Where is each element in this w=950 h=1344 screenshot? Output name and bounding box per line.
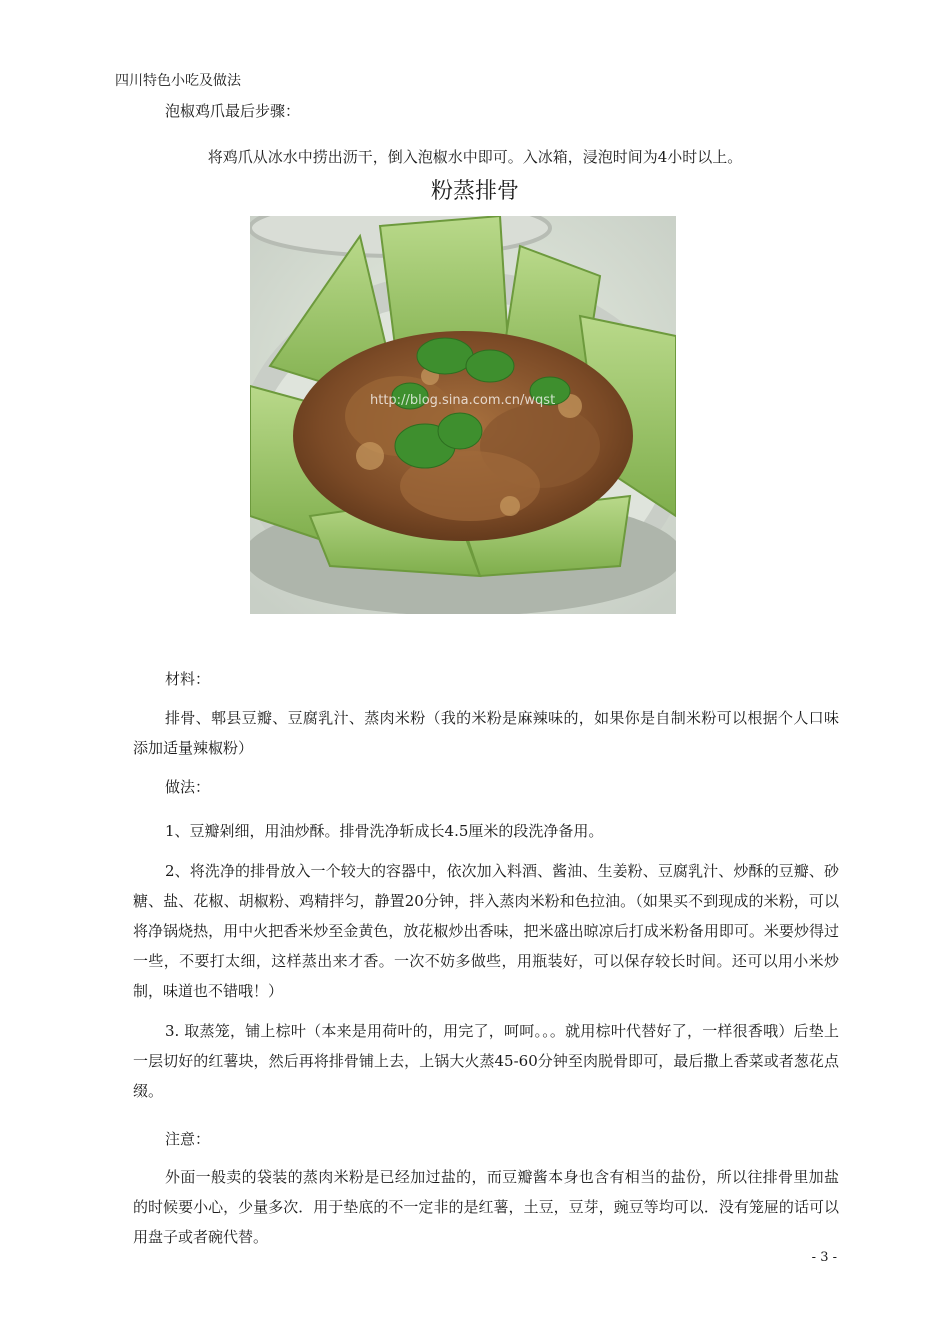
materials-label: 材料： [165,670,211,688]
step-2: 2、将洗净的排骨放入一个较大的容器中，依次加入料酒、酱油、生姜粉、豆腐乳汁、炒酥的豆瓣、砂糖、盐、花椒、胡椒粉、鸡精拌匀，静置20分钟，拌入蒸肉米粉和色拉油。（如果买不到现成的米粉，可以将净锅烧热，用中火把香米炒至金黄色，放花椒炒出香味，把米盛出晾凉后打成米粉备用即可。米要炒得过一些，不要打太细，这样蒸出来才香。一次不妨多做些，用瓶装好，可以保存较长时间。还可以用小米炒制，味道也不错哦！） [133,862,839,1000]
step-3: 3. 取蒸笼，铺上棕叶（本来是用荷叶的，用完了，呵呵。。。就用棕叶代替好了，一样很香哦）后垫上一层切好的红薯块，然后再将排骨铺上去，上锅大火蒸45-60分钟至肉脱骨即可，最后撒上香菜或者葱花点缀。 [133,1022,839,1100]
note-text: 外面一般卖的袋装的蒸肉米粉是已经加过盐的，而豆瓣酱本身也含有相当的盐份，所以往排骨里加盐的时候要小心，少量多次．用于垫底的不一定非的是红薯，土豆，豆芽，豌豆等均可以．没有笼屉的话可以用盘子或者碗代替。 [133,1168,839,1246]
method-label: 做法： [165,778,211,796]
page-number: - 3 - [811,1250,837,1265]
recipe-title: 粉蒸排骨 [430,179,519,204]
materials-text: 排骨、郫县豆瓣、豆腐乳汁、蒸肉米粉（我的米粉是麻辣味的，如果你是自制米粉可以根据个人口味添加适量辣椒粉） [133,709,839,757]
step-1: 1、豆瓣剁细，用油炒酥。排骨洗净斩成长4.5厘米的段洗净备用。 [165,822,604,840]
section-intro: 泡椒鸡爪最后步骤： [165,102,301,120]
note-label: 注意： [165,1130,211,1148]
photo-watermark: http://blog.sina.com.cn/wqst [370,393,556,408]
recipe-photo [250,216,676,614]
document-header: 四川特色小吃及做法 [115,73,241,89]
final-step-text: 将鸡爪从冰水中捞出沥干，倒入泡椒水中即可。入冰箱，浸泡时间为4小时以上。 [207,148,743,166]
